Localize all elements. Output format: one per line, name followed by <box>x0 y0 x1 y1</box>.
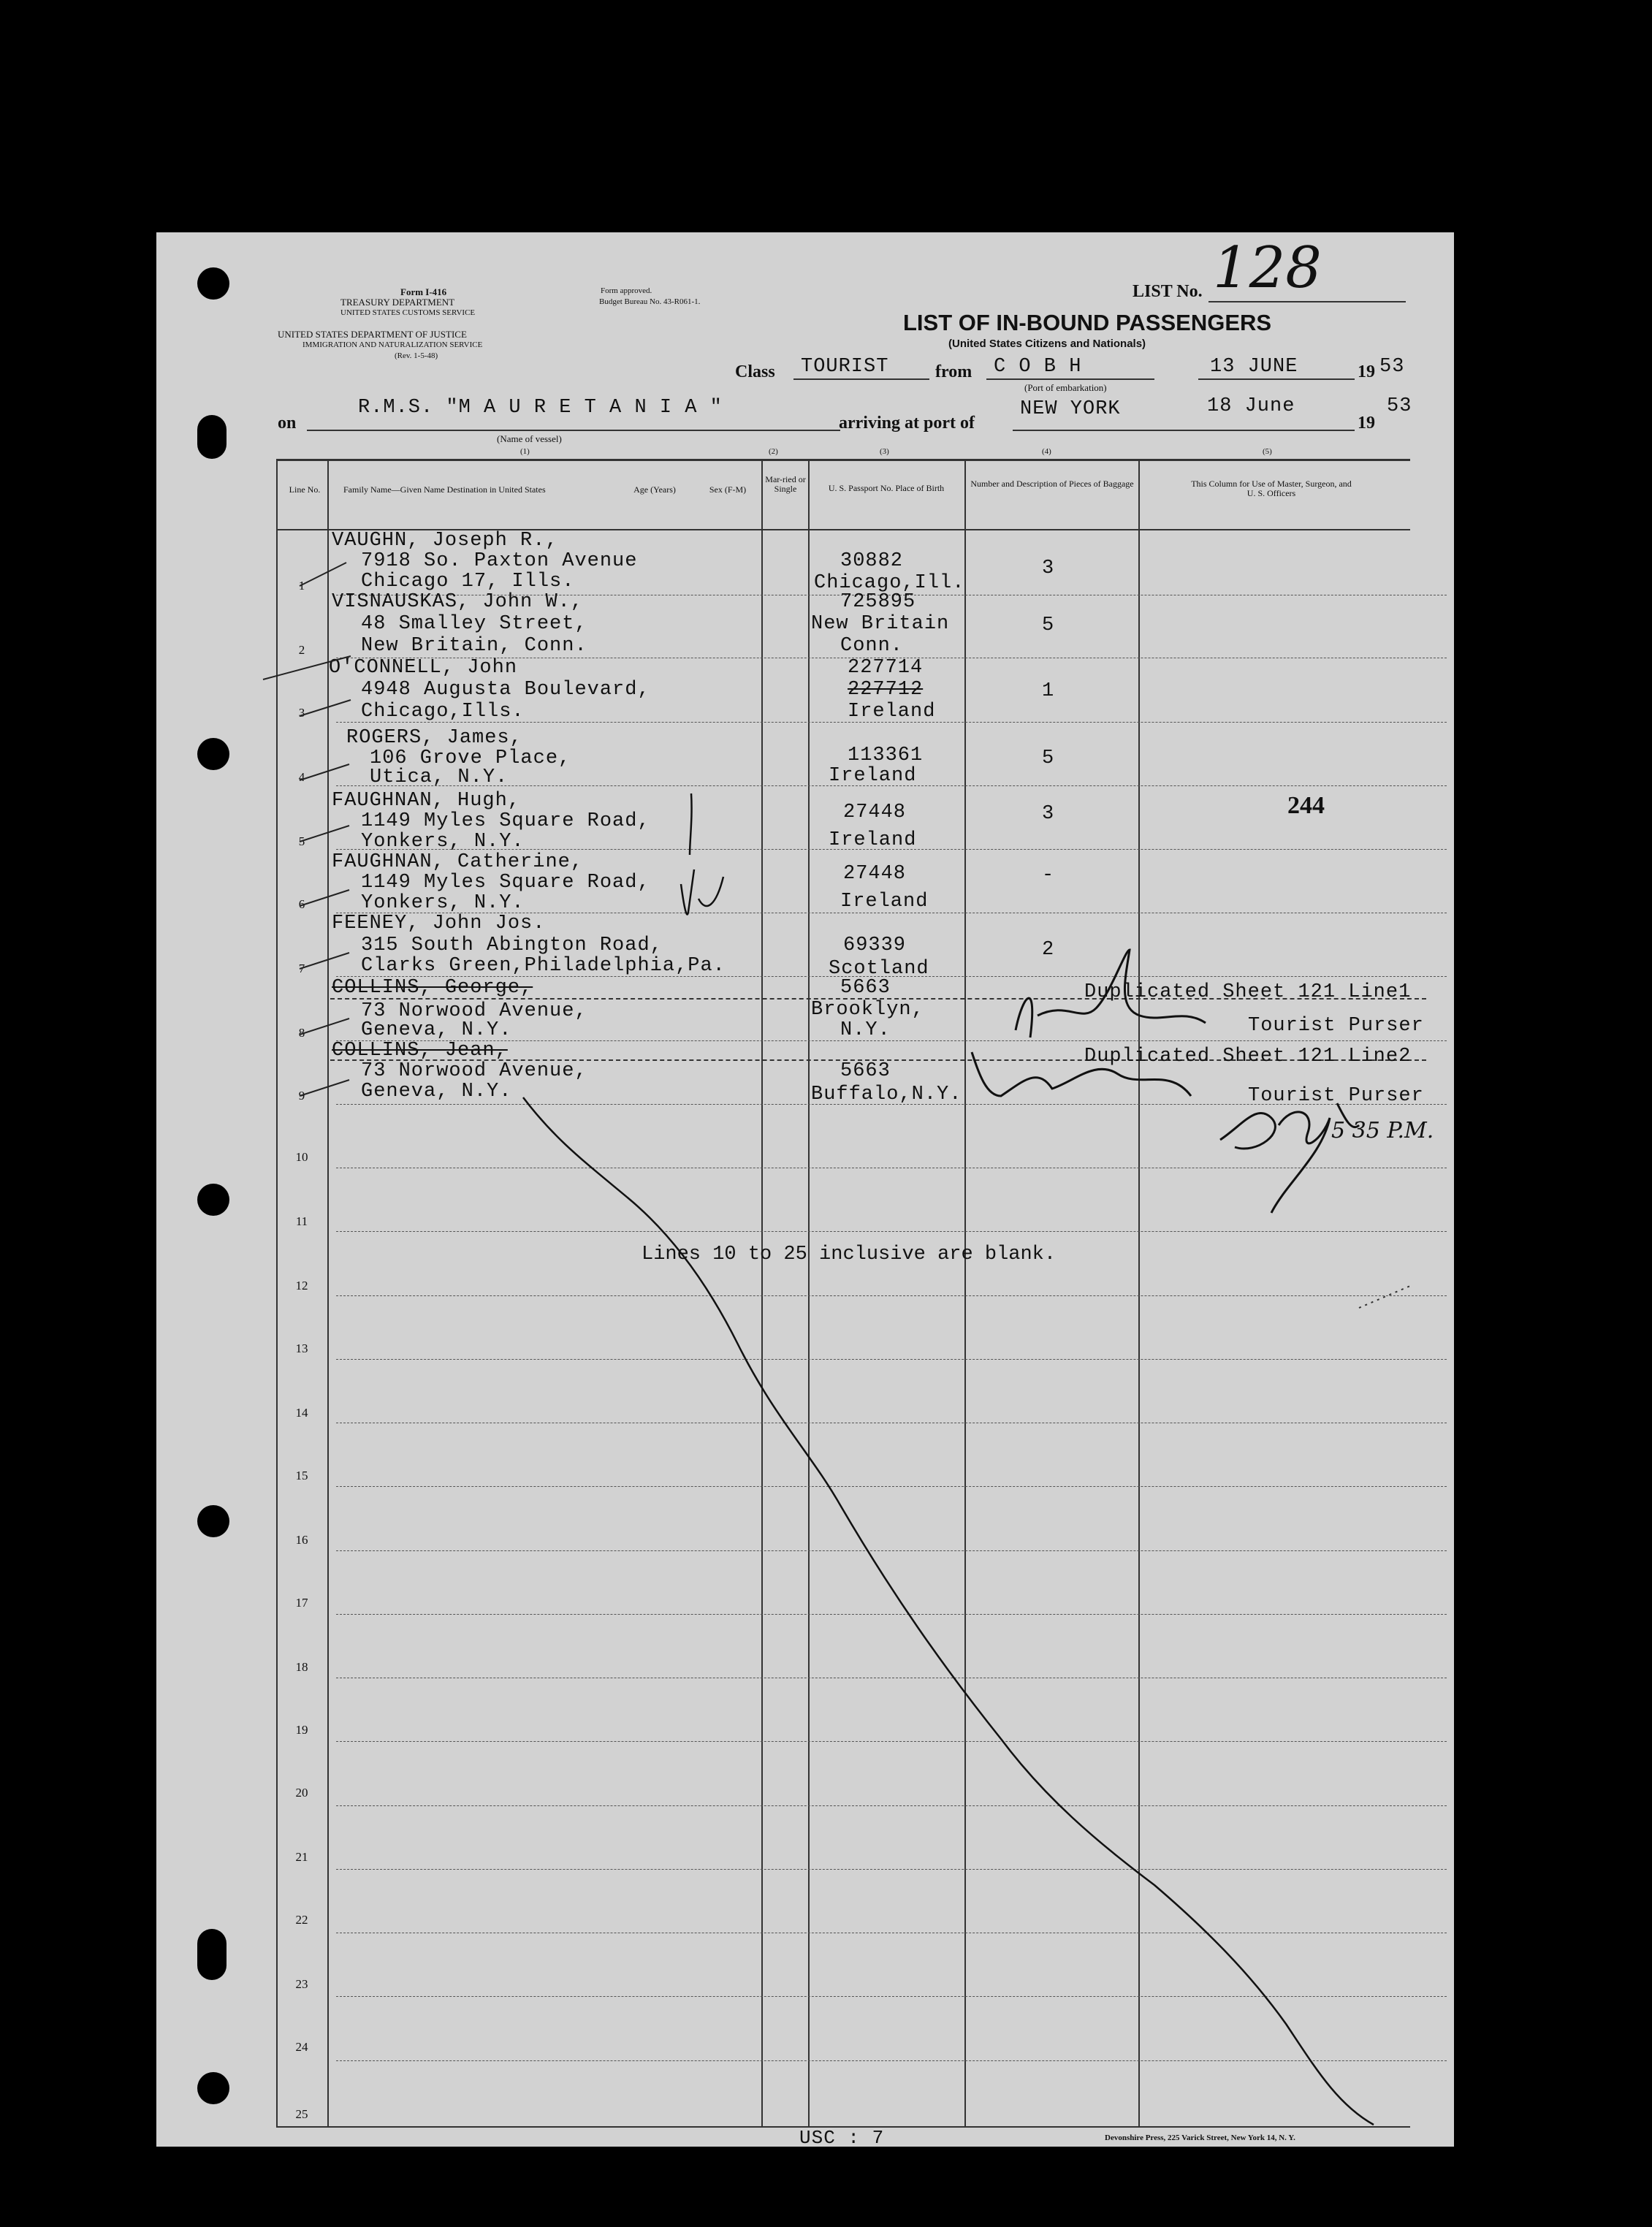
line-number: 7 <box>298 962 305 975</box>
passenger-city: New Britain, Conn. <box>361 635 587 657</box>
row-separator <box>336 1359 1447 1360</box>
row-separator <box>336 1869 1447 1870</box>
header-baggage: Number and Description of Pieces of Baggage <box>970 479 1134 489</box>
passenger-name: FAUGHNAN, Catherine, <box>332 851 584 873</box>
header-age: Age (Years) <box>633 484 676 495</box>
year-prefix: 19 <box>1358 362 1375 381</box>
page-title: LIST OF IN-BOUND PASSENGERS <box>903 310 1272 335</box>
row-separator <box>336 1231 1447 1232</box>
arrival-underline <box>1013 430 1355 431</box>
line-number: 10 <box>295 1150 308 1164</box>
col-number-2: (2) <box>769 447 778 456</box>
baggage-count: 3 <box>1042 557 1055 579</box>
form-approved: Form approved. <box>601 286 652 295</box>
class-value: TOURIST <box>801 356 889 378</box>
row-separator <box>336 1996 1447 1997</box>
passenger-city: Clarks Green,Philadelphia,Pa. <box>361 955 726 977</box>
line-number: 8 <box>298 1026 305 1040</box>
arrival-year: 53 <box>1387 395 1412 417</box>
passenger-name: COLLINS, Jean, <box>332 1040 508 1062</box>
list-number: 128 <box>1213 235 1322 301</box>
justice-dept: UNITED STATES DEPARTMENT OF JUSTICE <box>278 329 467 340</box>
date-underline <box>1198 378 1355 380</box>
row-separator <box>336 1614 1447 1615</box>
passport-number: 5663 <box>840 1060 891 1082</box>
passenger-address: 7918 So. Paxton Avenue <box>361 550 638 572</box>
passport-number: 5663 <box>840 977 891 999</box>
line-number: 6 <box>298 897 305 911</box>
col-divider <box>761 459 763 2128</box>
line-number: 5 <box>298 834 305 848</box>
vessel-name: R.M.S. "M A U R E T A N I A " <box>358 397 723 419</box>
document-page <box>156 232 1454 2147</box>
table-left-border <box>276 459 278 2128</box>
passenger-address: 1149 Myles Square Road, <box>361 872 650 894</box>
punch-hole <box>197 1184 229 1216</box>
birth-place: Brooklyn, <box>811 999 924 1021</box>
line-number: 18 <box>295 1660 308 1674</box>
punch-hole <box>197 738 229 770</box>
line-number: 2 <box>298 643 305 657</box>
vessel-label: (Name of vessel) <box>497 433 562 444</box>
class-label: Class <box>735 362 775 381</box>
passenger-name: FAUGHNAN, Hugh, <box>332 790 521 812</box>
birth-place: Ireland <box>829 765 917 787</box>
passport-number: 725895 <box>840 591 916 613</box>
baggage-count: 3 <box>1042 803 1055 825</box>
passport-number: 30882 <box>840 550 904 572</box>
header-name: Family Name—Given Name Destination in United States <box>343 484 546 495</box>
embark-label: (Port of embarkation) <box>1024 382 1107 393</box>
budget-bureau: Budget Bureau No. 43-R061-1. <box>599 297 701 306</box>
header-sex: Sex (F-M) <box>709 484 747 495</box>
baggage-count: - <box>1042 864 1055 886</box>
line-number: 22 <box>295 1913 308 1927</box>
list-no-underline <box>1208 301 1406 302</box>
row-separator <box>336 1295 1447 1296</box>
duplicate-note: Duplicated Sheet 121 Line2 <box>1084 1046 1412 1067</box>
line-number: 13 <box>295 1341 308 1355</box>
header-married: Mar-ried or Single <box>765 474 806 494</box>
class-underline <box>793 378 929 380</box>
line-number: 1 <box>298 579 305 593</box>
page-subtitle: (United States Citizens and Nationals) <box>948 338 1146 350</box>
passenger-address: 73 Norwood Avenue, <box>361 1060 587 1082</box>
punch-hole <box>197 2072 229 2104</box>
birth-place: New Britain <box>811 613 950 635</box>
row-separator <box>336 1805 1447 1806</box>
passport-number: 27448 <box>843 863 907 885</box>
passenger-city: Geneva, N.Y. <box>361 1019 512 1041</box>
header-passport: U. S. Passport No. Place of Birth <box>828 483 945 493</box>
passport-number: 69339 <box>843 934 907 956</box>
passenger-address: 315 South Abington Road, <box>361 934 663 956</box>
col-number-1: (1) <box>520 447 530 456</box>
duplicate-note: Duplicated Sheet 121 Line1 <box>1084 981 1412 1003</box>
line-number: 17 <box>295 1596 308 1610</box>
struck-passport: 227712 <box>848 679 924 701</box>
row-separator <box>336 1486 1447 1487</box>
passenger-address: 1149 Myles Square Road, <box>361 810 650 832</box>
arriving-label: arriving at port of <box>839 414 975 433</box>
col-divider <box>327 459 329 2128</box>
line-number: 3 <box>298 706 305 720</box>
purser-note: Tourist Purser <box>1248 1015 1424 1037</box>
baggage-count: 5 <box>1042 614 1055 636</box>
baggage-count: 5 <box>1042 747 1055 769</box>
passenger-name: VAUGHN, Joseph R., <box>332 530 558 552</box>
col-number-4: (4) <box>1042 447 1051 456</box>
line-number: 11 <box>295 1214 308 1228</box>
dept-name: TREASURY DEPARTMENT <box>340 297 455 308</box>
line-number: 9 <box>298 1089 305 1103</box>
line-number: 24 <box>295 2040 308 2054</box>
row-separator <box>336 2060 1447 2061</box>
passenger-address: 73 Norwood Avenue, <box>361 1000 587 1022</box>
line-number: 20 <box>295 1786 308 1800</box>
punch-hole <box>197 415 227 459</box>
passenger-name: FEENEY, John Jos. <box>332 913 546 934</box>
line-number: 4 <box>298 770 305 784</box>
revision: (Rev. 1-5-48) <box>395 351 438 360</box>
arrival-year-prefix: 19 <box>1358 414 1375 433</box>
passenger-address: 4948 Augusta Boulevard, <box>361 679 650 701</box>
passenger-name: ROGERS, James, <box>346 727 522 749</box>
from-underline <box>986 378 1154 380</box>
col-number-3: (3) <box>880 447 889 456</box>
passenger-name: COLLINS, George, <box>332 977 533 999</box>
col-number-5: (5) <box>1263 447 1272 456</box>
list-no-label: LIST No. <box>1133 282 1203 301</box>
line-number: 21 <box>295 1850 308 1864</box>
passenger-city: Utica, N.Y. <box>370 766 509 788</box>
line-number: 25 <box>295 2107 308 2121</box>
birth-place: Ireland <box>829 829 917 851</box>
passenger-city: Chicago 17, Ills. <box>361 571 575 593</box>
passenger-city: Yonkers, N.Y. <box>361 892 525 914</box>
birth-place-line2: N.Y. <box>840 1019 891 1041</box>
baggage-count: 2 <box>1042 939 1055 961</box>
arrival-port: NEW YORK <box>1020 398 1121 420</box>
from-value: C O B H <box>994 356 1082 378</box>
passenger-city: Chicago,Ills. <box>361 701 525 723</box>
passenger-address: 106 Grove Place, <box>370 747 571 769</box>
passport-number: 113361 <box>848 745 924 766</box>
punch-hole <box>197 1505 229 1537</box>
passenger-city: Yonkers, N.Y. <box>361 831 525 853</box>
birth-place-line2: Conn. <box>840 635 904 657</box>
signature-time: 5 35 P.M. <box>1331 1118 1434 1143</box>
passenger-city: Geneva, N.Y. <box>361 1081 512 1103</box>
birth-place: Chicago,Ill. <box>814 572 965 594</box>
depart-year: 53 <box>1379 356 1405 378</box>
blank-lines-note: Lines 10 to 25 inclusive are blank. <box>642 1244 1057 1265</box>
purser-note: Tourist Purser <box>1248 1085 1424 1107</box>
customs-service: UNITED STATES CUSTOMS SERVICE <box>340 308 476 317</box>
passenger-name: O'CONNELL, John <box>329 657 518 679</box>
line-number: 19 <box>295 1723 308 1737</box>
passenger-name: VISNAUSKAS, John W., <box>332 591 584 613</box>
col-divider <box>964 459 966 2128</box>
line-number: 14 <box>295 1406 308 1420</box>
punch-hole <box>197 267 229 300</box>
punch-hole <box>197 1929 227 1980</box>
birth-place: Ireland <box>848 701 936 723</box>
printer-credit: Devonshire Press, 225 Varick Street, New York 14, N. Y. <box>1105 2133 1295 2142</box>
line-number: 23 <box>295 1977 308 1991</box>
row-separator <box>336 1741 1447 1742</box>
ins-service: IMMIGRATION AND NATURALIZATION SERVICE <box>302 340 483 349</box>
row-separator <box>336 1550 1447 1551</box>
table-top-rule <box>276 459 1410 461</box>
passport-number: 227714 <box>848 657 924 679</box>
birth-place: Buffalo,N.Y. <box>811 1084 962 1105</box>
header-officers: This Column for Use of Master, Surgeon, and U. S. Officers <box>1191 479 1352 498</box>
passport-number: 27448 <box>843 802 907 823</box>
usc-code: USC : 7 <box>799 2127 885 2149</box>
line-number: 16 <box>295 1533 308 1547</box>
depart-date: 13 JUNE <box>1210 356 1298 378</box>
baggage-count: 1 <box>1042 680 1055 702</box>
officer-number: 244 <box>1287 792 1325 819</box>
line-number: 12 <box>295 1279 308 1293</box>
col-divider <box>1138 459 1140 2128</box>
vessel-underline <box>307 430 840 431</box>
arrival-date: 18 June <box>1207 395 1295 417</box>
birth-place: Ireland <box>840 891 929 913</box>
passenger-address: 48 Smalley Street, <box>361 613 587 635</box>
on-label: on <box>278 414 297 433</box>
header-line-no: Line No. <box>289 484 321 495</box>
birth-place: Scotland <box>829 958 929 980</box>
col-divider <box>808 459 810 2128</box>
form-number: Form I-416 <box>400 286 447 297</box>
line-number: 15 <box>295 1469 308 1482</box>
from-label: from <box>935 362 972 381</box>
